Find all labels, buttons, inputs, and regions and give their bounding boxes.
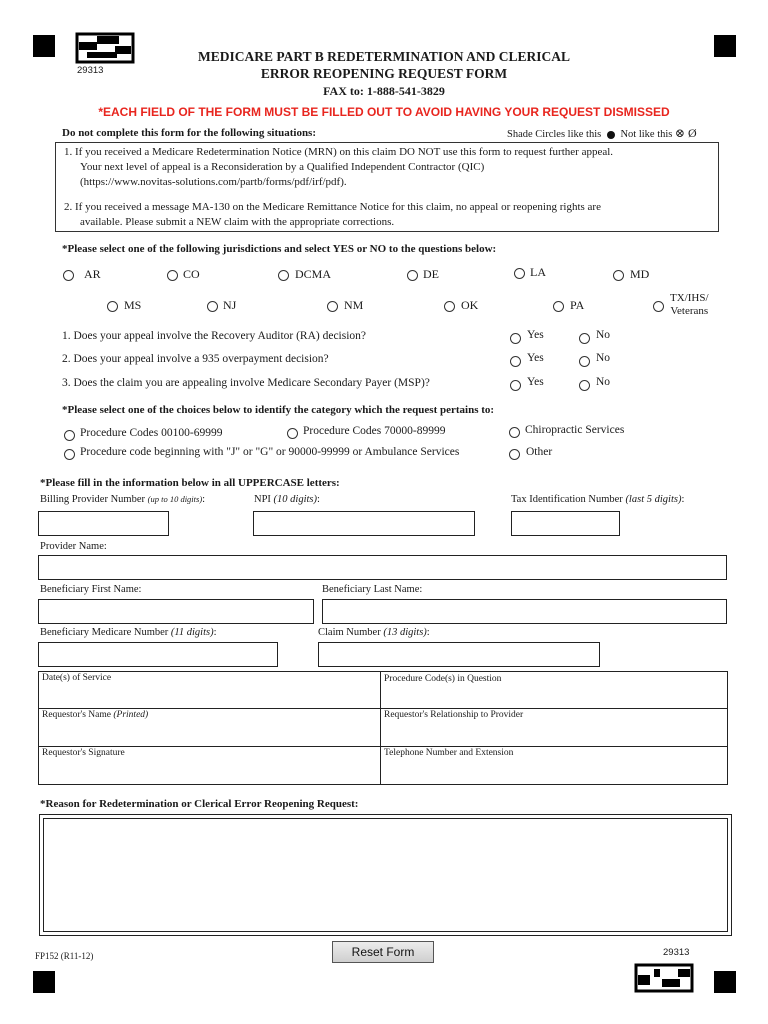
label-q3-yes: Yes (527, 376, 544, 388)
radio-category-j-g-codes[interactable] (64, 449, 75, 460)
label-jurisdiction-tx-line2: Veterans (670, 305, 709, 317)
radio-category-procedure-00100[interactable] (64, 430, 75, 441)
label-q2-no: No (596, 352, 611, 364)
requestor-signature-label: Requestor's Signature (42, 748, 125, 758)
label-q3-no: No (596, 376, 611, 388)
billing-provider-hint: (up to 10 digits) (147, 494, 203, 504)
npi-input[interactable] (253, 511, 475, 536)
form-title-line1: MEDICARE PART B REDETERMINATION AND CLERICAL (198, 49, 570, 64)
question-3: 3. Does the claim you are appealing involve Medicare Secondary Payer (MSP)? (62, 377, 430, 389)
requestor-relationship-label: Requestor's Relationship to Provider (384, 710, 524, 720)
beneficiary-medicare-number-hint: (11 digits) (170, 627, 214, 638)
billing-provider-label-text: Billing Provider Number (40, 494, 145, 505)
beneficiary-last-name-input[interactable] (322, 599, 727, 624)
radio-jurisdiction-pa[interactable] (553, 301, 564, 312)
claim-number-input[interactable] (318, 642, 600, 667)
label-jurisdiction-ar: AR (84, 267, 101, 281)
npi-label: NPI (10 digits): (254, 494, 320, 505)
tin-label: Tax Identification Number (last 5 digits): (511, 494, 685, 505)
radio-jurisdiction-la[interactable] (514, 268, 525, 279)
claim-number-label: Claim Number (13 digits): (318, 627, 430, 638)
beneficiary-medicare-number-label: Beneficiary Medicare Number (11 digits): (40, 627, 217, 638)
label-category-procedure-70000: Procedure Codes 70000-89999 (303, 425, 446, 437)
radio-jurisdiction-nj[interactable] (207, 301, 218, 312)
radio-jurisdiction-md[interactable] (613, 270, 624, 281)
label-jurisdiction-ok: OK (461, 298, 479, 312)
label-jurisdiction-dcma: DCMA (295, 267, 332, 281)
radio-q3-yes[interactable] (510, 380, 521, 391)
radio-q2-yes[interactable] (510, 356, 521, 367)
radio-jurisdiction-de[interactable] (407, 270, 418, 281)
question-2: 2. Does your appeal involve a 935 overpayment decision? (62, 353, 329, 365)
label-q2-yes: Yes (527, 352, 544, 364)
radio-jurisdiction-dcma[interactable] (278, 270, 289, 281)
label-jurisdiction-la: LA (530, 265, 546, 279)
warning-banner: *EACH FIELD OF THE FORM MUST BE FILLED OUT TO AVOID HAVING YOUR REQUEST DISMISSED (98, 105, 670, 119)
situation-1-line1: 1. If you received a Medicare Redetermination Notice (MRN) on this claim DO NOT use this form to request further appeal. (64, 146, 614, 158)
label-q1-no: No (596, 329, 611, 341)
label-jurisdiction-nj: NJ (223, 298, 237, 312)
radio-q3-no[interactable] (579, 380, 590, 391)
radio-jurisdiction-ok[interactable] (444, 301, 455, 312)
label-jurisdiction-tx (670, 292, 709, 318)
situation-2-line2: available. Please submit a NEW claim with the appropriate corrections. (80, 216, 395, 228)
category-heading: *Please select one of the choices below to identify the category which the request pertains to: (62, 404, 495, 416)
reason-heading: *Reason for Redetermination or Clerical Error Reopening Request: (40, 798, 359, 810)
label-category-other: Other (526, 446, 553, 458)
provider-name-label: Provider Name: (40, 541, 107, 552)
requestor-name-text: Requestor's Name (42, 710, 111, 720)
form-title-line2: ERROR REOPENING REQUEST FORM (260, 66, 508, 81)
registration-mark-bottom-right (714, 971, 736, 993)
claim-number-hint: (13 digits) (383, 627, 427, 638)
telephone-label: Telephone Number and Extension (384, 748, 514, 758)
radio-jurisdiction-co[interactable] (167, 270, 178, 281)
form-code-top: 29313 (77, 65, 104, 76)
not-like-text: Not like this (620, 129, 673, 140)
radio-jurisdiction-ar[interactable] (63, 270, 74, 281)
radio-q1-no[interactable] (579, 333, 590, 344)
form-code-bottom: 29313 (663, 947, 690, 958)
billing-provider-number-input[interactable] (38, 511, 169, 536)
label-jurisdiction-md: MD (630, 267, 650, 281)
reset-form-button[interactable]: Reset Form (332, 941, 434, 963)
jurisdiction-heading: *Please select one of the following jurisdictions and select YES or NO to the questions below: (62, 243, 497, 255)
radio-category-procedure-70000[interactable] (287, 428, 298, 439)
fax-number: FAX to: 1-888-541-3829 (323, 84, 445, 98)
procedure-codes-label: Procedure Code(s) in Question (384, 674, 502, 684)
crossed-circle-icon: ⊗ Ø (675, 126, 697, 140)
label-jurisdiction-tx-line1: TX/IHS/ (670, 292, 709, 304)
dates-of-service-label: Date(s) of Service (42, 673, 112, 683)
beneficiary-first-name-input[interactable] (38, 599, 314, 624)
question-1: 1. Does your appeal involve the Recovery Auditor (RA) decision? (62, 330, 367, 342)
radio-q1-yes[interactable] (510, 333, 521, 344)
provider-name-input[interactable] (38, 555, 727, 580)
radio-category-chiropractic[interactable] (509, 427, 520, 438)
registration-mark-bottom-left (33, 971, 55, 993)
radio-jurisdiction-tx[interactable] (653, 301, 664, 312)
label-q1-yes: Yes (527, 329, 544, 341)
label-category-procedure-00100: Procedure Codes 00100-69999 (80, 427, 223, 439)
beneficiary-medicare-number-input[interactable] (38, 642, 278, 667)
situation-1-line3: (https://www.novitas-solutions.com/partb/forms/pdf/irf/pdf). (80, 176, 347, 188)
label-jurisdiction-ms: MS (124, 298, 142, 312)
situations-box (55, 142, 719, 232)
footer-form-id: FP152 (R11-12) (35, 951, 94, 961)
tin-label-text: Tax Identification Number (511, 494, 623, 505)
radio-jurisdiction-nm[interactable] (327, 301, 338, 312)
label-jurisdiction-pa: PA (570, 298, 585, 312)
label-category-chiropractic: Chiropractic Services (525, 424, 625, 436)
tin-input[interactable] (511, 511, 620, 536)
label-jurisdiction-co: CO (183, 267, 200, 281)
radio-q2-no[interactable] (579, 356, 590, 367)
label-jurisdiction-nm: NM (344, 298, 364, 312)
reason-box-outer (39, 814, 732, 936)
beneficiary-last-name-label: Beneficiary Last Name: (322, 584, 423, 595)
situation-1-line2: Your next level of appeal is a Reconsideration by a Qualified Independent Contractor (QIC) (80, 161, 485, 173)
radio-jurisdiction-ms[interactable] (107, 301, 118, 312)
situation-2-line1: 2. If you received a message MA-130 on the Medicare Remittance Notice for this claim, no appeal or reopening rights are (64, 201, 601, 213)
shade-text: Shade Circles like this (507, 129, 602, 140)
barcode-bottom (634, 963, 694, 993)
label-jurisdiction-de: DE (423, 267, 439, 281)
situations-heading: Do not complete this form for the following situations: (62, 127, 316, 139)
uppercase-heading: *Please fill in the information below in all UPPERCASE letters: (40, 477, 340, 489)
beneficiary-first-name-label: Beneficiary First Name: (40, 584, 142, 595)
beneficiary-medicare-number-text: Beneficiary Medicare Number (40, 627, 169, 638)
claim-number-text: Claim Number (318, 627, 381, 638)
npi-label-text: NPI (254, 494, 271, 505)
requestor-name-hint: (Printed) (113, 710, 149, 720)
shade-instructions (507, 126, 697, 141)
radio-category-other[interactable] (509, 449, 520, 460)
npi-hint: (10 digits) (273, 494, 318, 505)
tin-hint: (last 5 digits) (625, 494, 682, 505)
reason-textarea[interactable] (43, 818, 728, 932)
billing-provider-label: Billing Provider Number (up to 10 digits): (40, 494, 206, 505)
filled-circle-icon (607, 131, 615, 139)
label-category-j-g-codes: Procedure code beginning with "J" or "G" or 90000-99999 or Ambulance Services (80, 446, 460, 458)
requestor-name-label (42, 710, 148, 720)
